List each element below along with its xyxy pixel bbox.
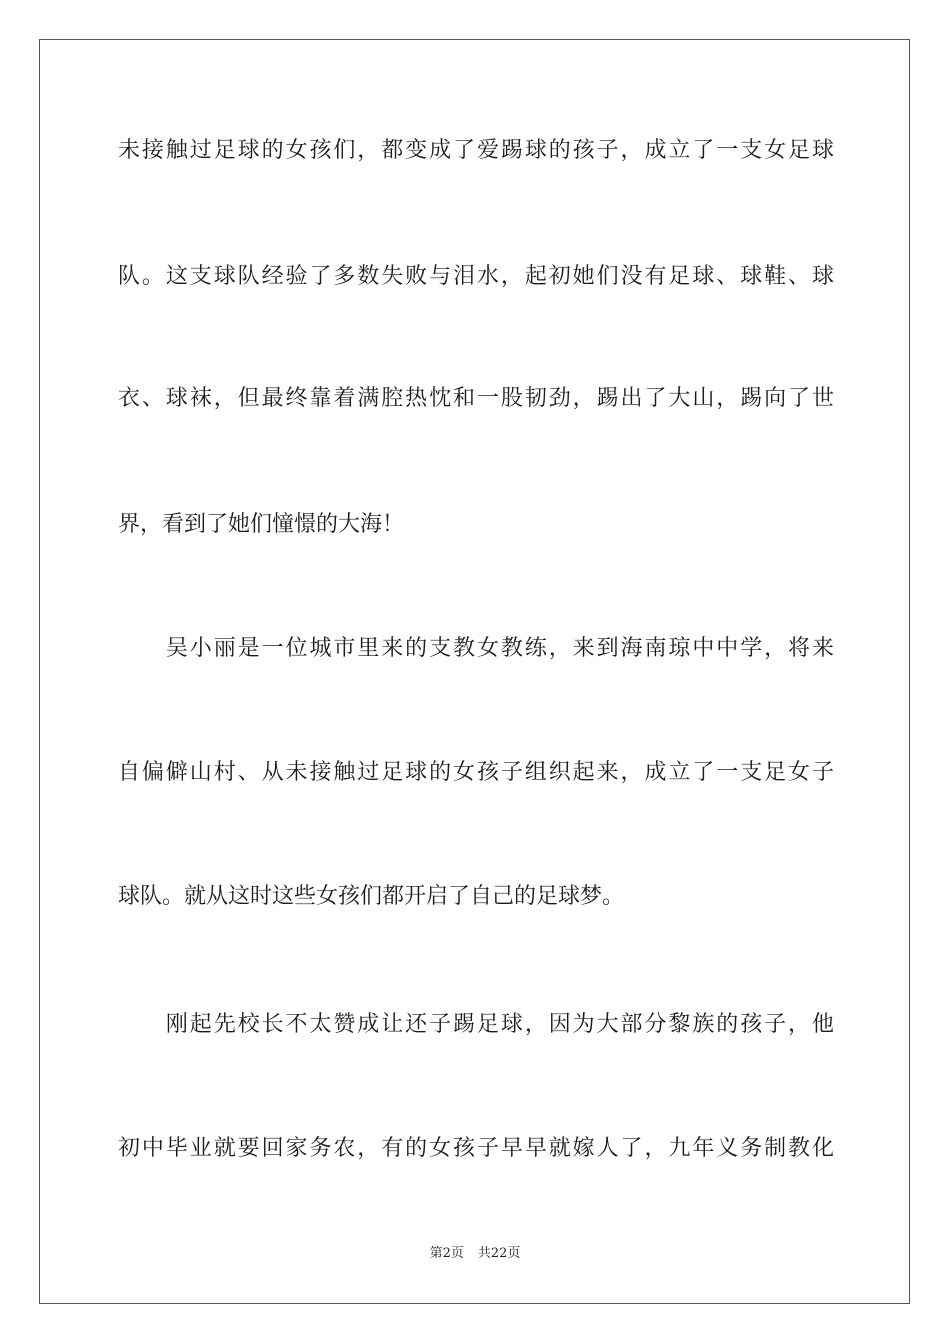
text-line: 队。这支球队经验了多数失败与泪水，起初她们没有足球、球鞋、球 — [118, 264, 834, 289]
page-footer — [0, 1245, 950, 1263]
text-line: 刚起先校长不太赞成让还子踢足球，因为大部分黎族的孩子，他 — [118, 1012, 834, 1037]
text-line: 未接触过足球的女孩们，都变成了爱踢球的孩子，成立了一支女足球 — [118, 138, 834, 163]
page-number: 第2页 — [429, 1246, 464, 1261]
text-line: 自偏僻山村、从未接触过足球的女孩子组织起来，成立了一支足女子 — [118, 760, 834, 785]
text-line: 衣、球袜，但最终靠着满腔热忱和一股韧劲，踢出了大山，踢向了世 — [118, 386, 834, 411]
page-border — [39, 39, 910, 1304]
page-total: 共22页 — [477, 1246, 521, 1261]
text-line: 界，看到了她们憧憬的大海！ — [118, 512, 405, 537]
text-line: 初中毕业就要回家务农，有的女孩子早早就嫁人了，九年义务制教化 — [118, 1136, 834, 1161]
text-line: 球队。就从这时这些女孩们都开启了自己的足球梦。 — [118, 884, 625, 909]
text-line: 吴小丽是一位城市里来的支教女教练，来到海南琼中中学，将来 — [118, 636, 834, 661]
